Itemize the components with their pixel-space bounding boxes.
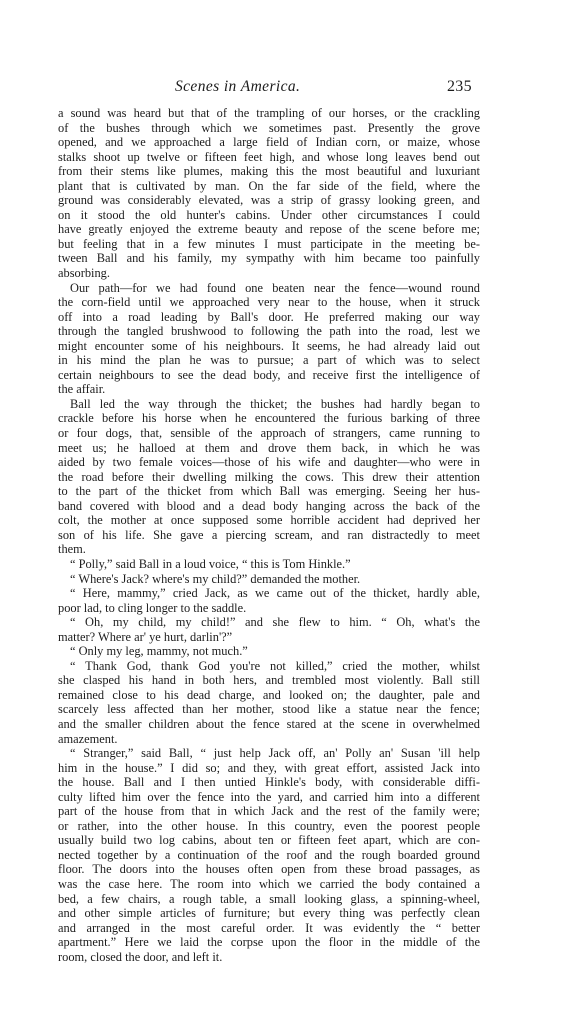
text-line: bed, a few chairs, a rough table, a small looking glass, a spinning-wheel, [58,891,480,906]
text-line: tween Ball and his family, my sympathy with him became too painfully [58,251,480,266]
text-line: absorbing. [58,266,110,281]
text-line: “ Only my leg, mammy, not much.” [70,644,248,659]
text-line: and the smaller children about the fence stared at the scene in overwhelmed [58,716,480,731]
text-line: Our path—for we had found one beaten near the fence—wound round [70,280,480,295]
text-line: plant that is cultivated by man. On the far side of the field, where the [58,178,480,193]
text-line: of the bushes through which we sometimes past. Presently the grove [58,120,480,135]
text-line: the corn-field until we approached very near to the house, when it struck [58,295,480,310]
text-line: through the tangled brushwood to following the path into the road, lest we [58,324,480,339]
text-line: poor lad, to cling longer to the saddle. [58,600,247,615]
text-line: apartment.” Here we laid the corpse upon the floor in the middle of the [58,935,480,950]
text-line: “ Thank God, thank God you're not killed,” cried the mother, whilst [70,658,480,673]
text-line: “ Stranger,” said Ball, “ just help Jack off, an' Polly an' Susan 'ill help [70,746,480,761]
text-line: opened, and we approached a large field of Indian corn, or maize, whose [58,135,480,150]
text-line: and other simple articles of furniture; but every thing was perfectly clean [58,906,480,921]
text-line: matter? Where ar' ye hurt, darlin'?” [58,629,233,644]
text-line: band covered with blood and a dead body hanging across the back of the [58,498,480,513]
text-line: colt, the mother at once supposed some horrible accident had deprived her [58,513,480,528]
text-line: culty lifted him over the fence into the yard, and carried him into a different [58,789,480,804]
text-line: was the case here. The room into which we carried the body contained a [58,876,480,891]
text-line: or four dogs, that, sensible of the approach of strangers, came running to [58,426,480,441]
text-line: room, closed the door, and left it. [58,949,223,964]
text-line: “ Oh, my child, my child!” and she flew to him. “ Oh, what's the [70,615,480,630]
text-line: and arranged in the most careful order. It was evidently the “ better [58,920,480,935]
text-line: Ball led the way through the thicket; the bushes had hardly began to [70,396,480,411]
text-line: she clasped his hand in both hers, and trembled most violently. Ball still [58,673,480,688]
text-line: certain neighbours to see the dead body, and receive first the intelligence of [58,367,480,382]
text-line: on it stood the old hunter's cabins. Under other circumstances I could [58,207,480,222]
text-line: the road before their dwelling milking the cows. This drew their attention [58,469,480,484]
text-line: stalks shoot up twelve or fifteen feet high, and whose long leaves bend out [58,149,480,164]
text-line: a sound was heard but that of the trampling of our horses, or the crackling [58,106,480,120]
text-line: usually build two log cabins, about ten or fifteen feet apart, which are con- [58,833,480,848]
text-line: nected together by a continuation of the roof and the rough boarded ground [58,847,480,862]
text-line: from their stems like plumes, making this the most beautiful and luxuriant [58,164,480,179]
text-line: might encounter some of his neighbours. It seems, he had already laid out [58,338,480,353]
text-line: the house. Ball and I then untied Hinkle's body, with considerable diffi- [58,775,480,790]
text-line: son of his life. She gave a piercing scream, and ran distractedly to meet [58,527,480,542]
text-line: or rather, into the other house. In this country, even the poorest people [58,818,480,833]
text-line: the affair. [58,382,106,397]
text-line: them. [58,542,86,557]
text-line: aided by two female voices—those of his wife and daughter—who were in [58,455,480,470]
text-line: have greatly enjoyed the extreme beauty and repose of the scene before me; [58,222,480,237]
text-line: to the part of the thicket from which Ball was emerging. Seeing her hus- [58,484,480,499]
running-head [0,78,586,98]
text-line: scarcely less affected than her mother, stood like a statue near the fence; [58,702,480,717]
text-line: “ Polly,” said Ball in a loud voice, “ this is Tom Hinkle.” [70,556,351,571]
text-line: him in the house.” I did so; and they, with great effort, assisted Jack into [58,760,480,775]
text-line: remained close to his dead charge, and looked on; the daughter, pale and [58,687,480,702]
text-line: amazement. [58,731,118,746]
text-line: but feeling that in a few minutes I must participate in the meeting be- [58,236,480,251]
text-line: part of the house from that in which Jack and the rest of the family were; [58,804,480,819]
text-line: “ Here, mammy,” cried Jack, as we came out of the thicket, hardly able, [70,586,480,601]
body-text [58,106,480,964]
running-title: Scenes in America. [175,78,301,95]
text-line: ground was considerably elevated, was a strip of grassy looking green, and [58,193,480,208]
text-line: meet us; he halloed at them and drove them back, in which he was [58,440,480,455]
text-line: off into a road leading by Ball's door. He preferred making our way [58,309,480,324]
page-number: 235 [447,78,472,95]
text-line: in his mind the plan he was to pursue; a part of which was to select [58,353,480,368]
text-line: crackle before his horse when he encountered the furious barking of three [58,411,480,426]
text-line: “ Where's Jack? where's my child?” demanded the mother. [70,571,361,586]
text-line: floor. The doors into the houses often open from these broad passages, as [58,862,480,877]
